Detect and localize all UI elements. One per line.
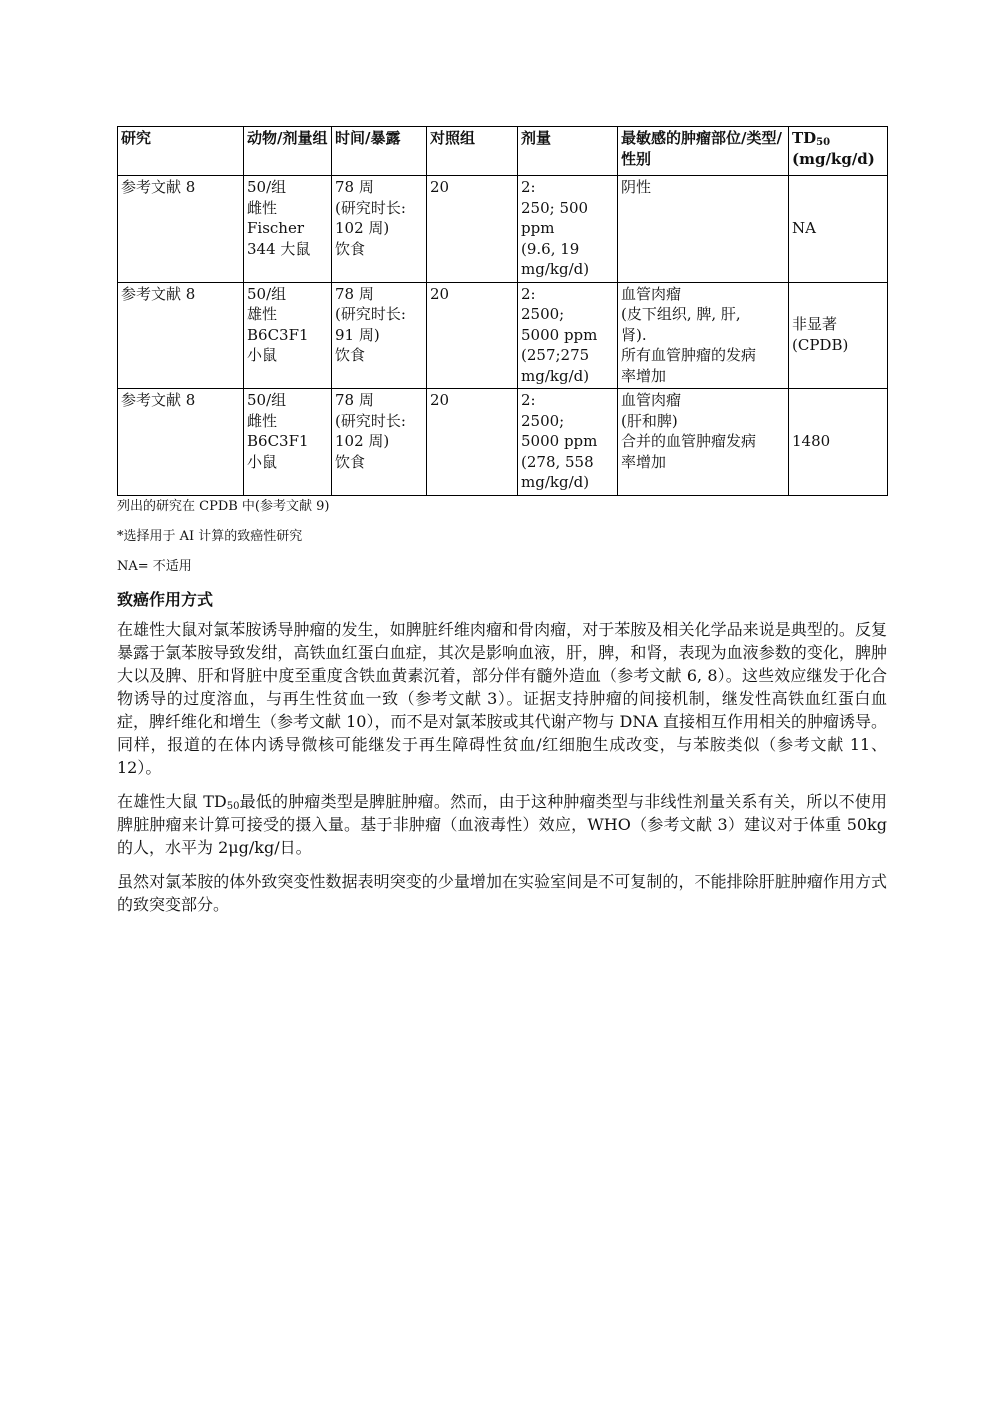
cell-dose-line: (257;275: [521, 346, 590, 364]
paragraph-3: 虽然对氯苯胺的体外致突变性数据表明突变的少量增加在实验室间是不可复制的，不能排除肝脏肿瘤作用方式的致突变部分。: [117, 871, 887, 914]
cell-dose-line: 250; 500: [521, 198, 589, 217]
cell-animals: [244, 282, 332, 389]
cell-animals-line: 小鼠: [247, 452, 278, 471]
cell-animals-line: 50/组: [247, 284, 287, 303]
cell-duration-line: 饮食: [335, 346, 366, 364]
cell-control: 20: [427, 389, 518, 496]
cell-animals-line: 雄性: [247, 305, 278, 323]
cell-animals-line: 小鼠: [247, 346, 278, 364]
cell-dose-line: 2500;: [521, 305, 565, 323]
cell-dose-line: (278, 558: [521, 452, 594, 471]
paragraph-2: [117, 790, 887, 859]
cell-td50-line: 非显著: [792, 315, 838, 334]
header-control: 对照组: [427, 127, 518, 176]
cell-animals: [244, 389, 332, 496]
document-page: [117, 126, 887, 916]
cell-animals: [244, 176, 332, 283]
paragraph-2-part-b: 最低的肿瘤类型是脾脏肿瘤。然而，由于这种肿瘤类型与非线性剂量关系有关，所以不使用脾脏肿瘤来计算可接受的摄入量。基于非肿瘤（血液毒性）效应，WHO（参考文献 3）建议对于体重 50kg 的人，水平为 2μg/kg/日。: [117, 791, 887, 857]
section-title: 致癌作用方式: [117, 589, 214, 609]
cell-site: [618, 176, 789, 283]
cell-duration-line: (研究时长:: [335, 198, 406, 217]
carcinogenicity-table: [117, 126, 888, 496]
cell-duration-line: 91 周): [335, 325, 380, 344]
cell-td50-line: NA: [792, 219, 816, 237]
cell-control: 20: [427, 176, 518, 283]
cell-dose-line: 5000 ppm: [521, 432, 598, 450]
cell-dose-line: mg/kg/d): [521, 366, 590, 385]
cell-duration: [332, 176, 427, 283]
cell-dose-line: 2:: [521, 178, 536, 196]
cell-duration-line: 78 周: [335, 178, 374, 196]
header-td50-label: TD: [792, 129, 817, 147]
cell-site-line: 率增加: [621, 452, 667, 471]
cell-animals-line: 50/组: [247, 178, 287, 196]
cell-animals-line: Fischer: [247, 219, 305, 237]
cell-site-line: 肾).: [621, 325, 647, 344]
cell-animals-line: B6C3F1: [247, 432, 309, 450]
cell-site-line: 率增加: [621, 366, 667, 385]
cell-dose: [518, 389, 618, 496]
header-td50: [789, 127, 888, 176]
cell-site: [618, 282, 789, 389]
cell-study: 参考文献 8: [118, 282, 244, 389]
header-dose: 剂量: [518, 127, 618, 176]
cell-study: 参考文献 8: [118, 389, 244, 496]
cell-dose-line: 2:: [521, 391, 536, 409]
header-study: 研究: [118, 127, 244, 176]
cell-td50-line: 1480: [792, 432, 831, 450]
cell-control: 20: [427, 282, 518, 389]
cell-animals-line: 雌性: [247, 411, 278, 430]
cell-duration-line: 102 周): [335, 219, 390, 237]
cell-animals-line: 雌性: [247, 198, 278, 217]
header-td50-unit: (mg/kg/d): [792, 149, 875, 168]
cell-study: 参考文献 8: [118, 176, 244, 283]
header-td50-subscript: 50: [816, 137, 831, 148]
cell-site-line: (肝和脾): [621, 411, 678, 430]
cell-site-line: 血管肉瘤: [621, 284, 682, 303]
cell-duration: [332, 389, 427, 496]
cell-duration-line: 饮食: [335, 452, 366, 471]
cell-site-line: 血管肉瘤: [621, 391, 682, 409]
note-selected-study: *选择用于 AI 计算的致癌性研究: [117, 528, 303, 544]
cell-site-line: 所有血管肿瘤的发病: [621, 346, 757, 364]
cell-animals-line: 50/组: [247, 391, 287, 409]
header-animals: 动物/剂量组: [244, 127, 332, 176]
paragraph-2-part-a: 在雄性大鼠 TD: [117, 791, 227, 811]
cell-duration-line: 78 周: [335, 391, 374, 409]
cell-duration: [332, 282, 427, 389]
cell-animals-line: B6C3F1: [247, 325, 309, 344]
cell-site-line: 合并的血管肿瘤发病: [621, 432, 757, 450]
cell-animals-line: 344 大鼠: [247, 239, 311, 258]
cell-td50: [789, 282, 888, 389]
cell-td50: [789, 389, 888, 496]
header-site: 最敏感的肿瘤部位/类型/性别: [618, 127, 789, 176]
cell-site: [618, 389, 789, 496]
paragraph-1: 在雄性大鼠对氯苯胺诱导肿瘤的发生，如脾脏纤维肉瘤和骨肉瘤，对于苯胺及相关化学品来说是典型的。反复暴露于氯苯胺导致发绀，高铁血红蛋白血症，其次是影响血液，肝，脾，和肾，表现为血液参数的变化，脾肿大以及脾、肝和肾脏中度至重度含铁血黄素沉着，部分伴有髓外造血（参考文献 6, 8）。这些效应继发于化合物诱导的过度溶血，与再生性贫血一致（参考文献 3）。证据支持肿瘤的间接机制，继发性高铁血红蛋白血症，脾纤维化和增生（参考文献 10），而不是对氯苯胺或其代谢产物与 DNA 直接相互作用相关的肿瘤诱导。同样，报道的在体内诱导微核可能继发于再生障碍性贫血/红细胞生成改变，与苯胺类似（参考文献 11、12）。: [117, 619, 888, 777]
cell-dose-line: mg/kg/d): [521, 473, 590, 491]
cell-duration-line: 78 周: [335, 284, 374, 303]
cell-dose-line: 2:: [521, 284, 536, 303]
note-na: NA= 不适用: [117, 558, 192, 574]
cell-dose-line: 2500;: [521, 411, 565, 430]
cell-site-line: 阴性: [621, 178, 652, 196]
cell-duration-line: (研究时长:: [335, 411, 406, 430]
cell-td50-line: (CPDB): [792, 335, 849, 354]
cell-duration-line: (研究时长:: [335, 305, 406, 323]
cell-dose: [518, 282, 618, 389]
cell-dose-line: (9.6, 19: [521, 239, 580, 258]
cell-dose-line: mg/kg/d): [521, 260, 590, 278]
cell-td50: [789, 176, 888, 283]
paragraph-2-subscript: 50: [226, 800, 240, 812]
cell-dose-line: ppm: [521, 219, 555, 237]
table-header-row: [118, 127, 888, 176]
table-row: [118, 176, 888, 283]
cell-duration-line: 102 周): [335, 432, 390, 450]
cell-site-line: (皮下组织, 脾, 肝,: [621, 305, 741, 323]
table-row: [118, 389, 888, 496]
cell-dose: [518, 176, 618, 283]
note-cpdb: 列出的研究在 CPDB 中(参考文献 9): [117, 498, 330, 514]
header-duration: 时间/暴露: [332, 127, 427, 176]
cell-duration-line: 饮食: [335, 239, 366, 258]
cell-dose-line: 5000 ppm: [521, 325, 598, 344]
table-row: [118, 282, 888, 389]
